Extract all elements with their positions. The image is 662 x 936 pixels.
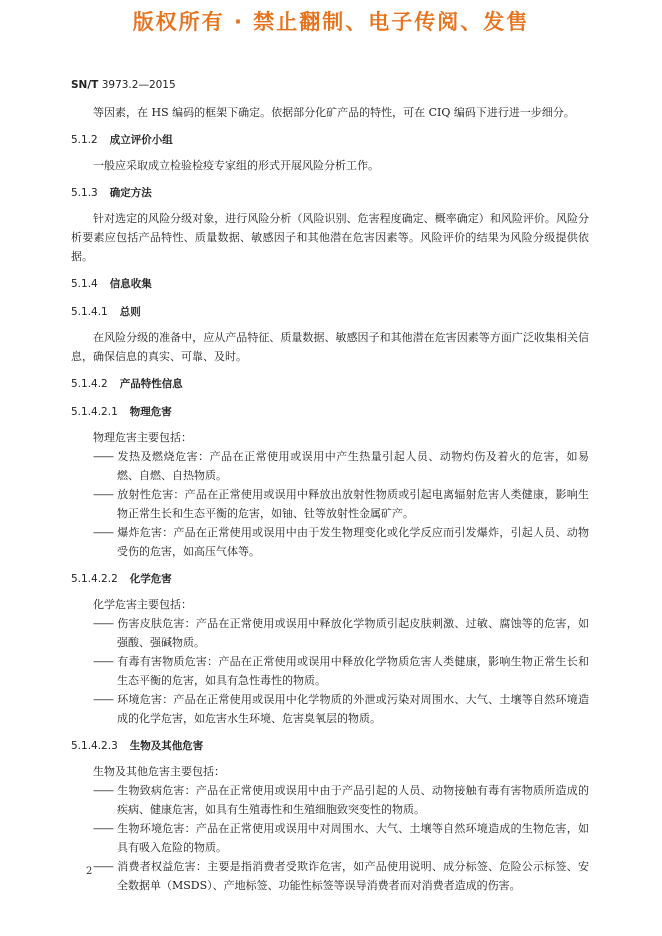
list-lead: 生物及其他危害主要包括： bbox=[93, 765, 225, 778]
doc-id-number: 3973.2—2015 bbox=[101, 79, 176, 91]
section-number: 5.1.4.1 bbox=[71, 306, 108, 318]
list-item-text: 伤害皮肤危害：产品在正常使用或误用中释放化学物质引起皮肤刺激、过敏、腐蚀等的危害，如强酸、强碱物质。 bbox=[117, 617, 589, 649]
list-lead: 化学危害主要包括： bbox=[93, 598, 192, 611]
section-heading-5-1-4 bbox=[71, 275, 589, 294]
section-heading-5-1-4-2 bbox=[71, 375, 589, 394]
list-item bbox=[93, 447, 589, 485]
section-number: 5.1.4.2.1 bbox=[71, 406, 118, 418]
copyright-banner: 版权所有 · 禁止翻制、电子传阅、发售 bbox=[132, 10, 530, 34]
dash-marker: —— bbox=[93, 450, 113, 463]
section-heading-5-1-4-1 bbox=[71, 303, 589, 322]
section-title: 信息收集 bbox=[109, 278, 152, 290]
dash-marker: —— bbox=[93, 617, 113, 630]
dash-marker: —— bbox=[93, 822, 113, 835]
section-number: 5.1.3 bbox=[71, 187, 98, 199]
list-item-text: 环境危害：产品在正常使用或误用中化学物质的外泄或污染对周围水、大气、土壤等自然环境造成的化学危害，如危害水生环境、危害臭氧层的物质。 bbox=[117, 693, 589, 725]
page-content bbox=[71, 103, 589, 895]
page-number: 2 bbox=[86, 866, 93, 877]
list-item bbox=[93, 523, 589, 561]
section-heading-5-1-4-2-2 bbox=[71, 570, 589, 589]
list-item bbox=[93, 781, 589, 819]
dash-marker: —— bbox=[93, 693, 113, 706]
dash-marker: —— bbox=[93, 655, 113, 668]
section-title: 化学危害 bbox=[129, 573, 172, 585]
list-item-text: 消费者权益危害：主要是指消费者受欺诈危害，如产品使用说明、成分标签、危险公示标签、安全数据单（MSDS）、产地标签、功能性标签等误导消费者而对消费者造成的伤害。 bbox=[117, 860, 589, 892]
list-item-text: 放射性危害：产品在正常使用或误用中释放出放射性物质或引起电离辐射危害人类健康，影响生物正常生长和生态平衡的危害，如铀、钍等放射性金属矿产。 bbox=[117, 488, 589, 520]
list-lead: 物理危害主要包括： bbox=[93, 431, 192, 444]
list-item-text: 爆炸危害：产品在正常使用或误用中由于发生物理变化或化学反应而引发爆炸，引起人员、动物受伤的危害，如高压气体等。 bbox=[117, 526, 589, 558]
doc-id-prefix: SN/T bbox=[71, 79, 99, 91]
section-heading-5-1-4-2-1 bbox=[71, 403, 589, 422]
list-item bbox=[93, 485, 589, 523]
section-title: 总则 bbox=[119, 306, 141, 318]
section-title: 物理危害 bbox=[129, 406, 172, 418]
section-number: 5.1.2 bbox=[71, 134, 98, 146]
section-title: 产品特性信息 bbox=[119, 378, 183, 390]
section-number: 5.1.4.2.2 bbox=[71, 573, 118, 585]
section-number: 5.1.4.2 bbox=[71, 378, 108, 390]
list-item bbox=[93, 819, 589, 857]
dash-marker: —— bbox=[93, 860, 113, 873]
document-id bbox=[71, 79, 176, 91]
list-item bbox=[93, 614, 589, 652]
intro-paragraph: 等因素，在 HS 编码的框架下确定。依据部分化矿产品的特性，可在 CIQ 编码下进行进一步细分。 bbox=[93, 106, 575, 119]
section-title: 生物及其他危害 bbox=[129, 740, 204, 752]
section-heading-5-1-3 bbox=[71, 184, 589, 203]
list-item-text: 有毒有害物质危害：产品在正常使用或误用中释放化学物质危害人类健康，影响生物正常生长和生态平衡的危害，如具有急性毒性的物质。 bbox=[117, 655, 589, 687]
section-heading-5-1-4-2-3 bbox=[71, 737, 589, 756]
list-item bbox=[93, 690, 589, 728]
dash-marker: —— bbox=[93, 526, 113, 539]
section-title: 成立评价小组 bbox=[109, 134, 173, 146]
section-title: 确定方法 bbox=[109, 187, 152, 199]
list-item-text: 发热及燃烧危害：产品在正常使用或误用中产生热量引起人员、动物灼伤及着火的危害，如易燃、自燃、自热物质。 bbox=[117, 450, 589, 482]
list-item-text: 生物致病危害：产品在正常使用或误用中由于产品引起的人员、动物接触有毒有害物质所造成的疾病、健康危害，如具有生殖毒性和生殖细胞致突变性的物质。 bbox=[117, 784, 589, 816]
section-number: 5.1.4.2.3 bbox=[71, 740, 118, 752]
section-paragraph: 针对选定的风险分级对象，进行风险分析（风险识别、危害程度确定、概率确定）和风险评价。风险分析要素应包括产品特性、质量数据、敏感因子和其他潜在危害因素等。风险评价的结果为风险分级提供依据。 bbox=[71, 212, 589, 263]
section-paragraph: 在风险分级的准备中，应从产品特征、质量数据、敏感因子和其他潜在危害因素等方面广泛收集相关信息，确保信息的真实、可靠、及时。 bbox=[71, 331, 589, 363]
section-number: 5.1.4 bbox=[71, 278, 98, 290]
dash-marker: —— bbox=[93, 784, 113, 797]
list-item bbox=[93, 857, 589, 895]
dash-marker: —— bbox=[93, 488, 113, 501]
list-item-text: 生物环境危害：产品在正常使用或误用中对周围水、大气、土壤等自然环境造成的生物危害，如具有吸入危险的物质。 bbox=[117, 822, 589, 854]
section-heading-5-1-2 bbox=[71, 131, 589, 150]
list-item bbox=[93, 652, 589, 690]
section-paragraph: 一般应采取成立检验检疫专家组的形式开展风险分析工作。 bbox=[93, 159, 379, 172]
